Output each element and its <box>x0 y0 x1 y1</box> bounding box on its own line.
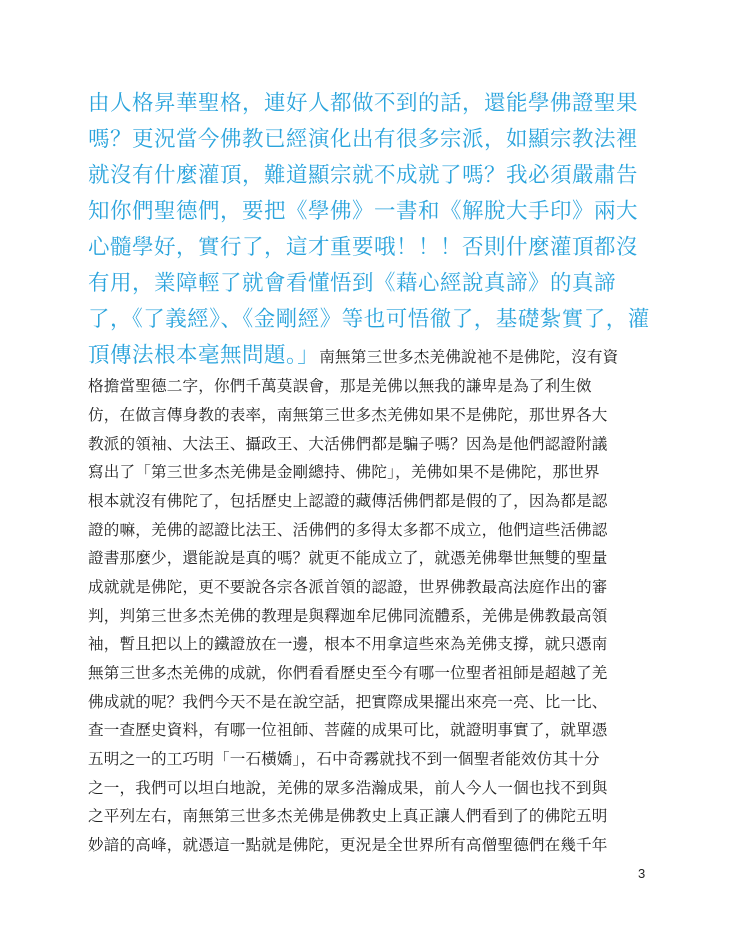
body-line-3: 教派的領袖、大法王、攝政王、大活佛們都是騙子嗎？因為是他們認證附議 <box>88 435 608 453</box>
quote-line-6: 有用，業障輕了就會看懂悟到《藉心經說真諦》的真諦 <box>88 271 617 296</box>
body-line-15: 之一，我們可以坦白地說，羌佛的眾多浩瀚成果，前人今人一個也找不到與 <box>88 779 608 797</box>
body-line-17: 妙諳的高峰，就憑這一點就是佛陀，更況是全世界所有高僧聖德們在幾千年 <box>88 836 608 854</box>
body-line-4: 寫出了「第三世多杰羌佛是金剛總持、佛陀」，羌佛如果不是佛陀，那世界 <box>88 463 600 481</box>
body-line-12: 佛成就的呢？我們今天不是在說空話，把實際成果擺出來亮一亮、比一比、 <box>88 693 608 711</box>
quote-line-7: 了，《了義經》、《金剛經》等也可悟徹了，基礎紮實了，灌 <box>88 307 650 332</box>
body-line-14: 五明之一的工巧明「一石橫嬌」，石中奇霧就找不到一個聖者能效仿其十分 <box>88 750 600 768</box>
quote-line-2: 嗎？更況當今佛教已經演化出有很多宗派，如顯宗教法裡 <box>88 127 639 152</box>
body-line-11: 無第三世多杰羌佛的成就，你們看看歷史至今有哪一位聖者祖師是超越了羌 <box>88 664 608 682</box>
body-line-13: 查一查歷史資料，有哪一位祖師、菩薩的成果可比，就證明事實了，就單憑 <box>88 721 608 739</box>
body-line-5: 根本就沒有佛陀了，包括歷史上認證的藏傳活佛們都是假的了，因為都是認 <box>88 492 608 510</box>
body-line-2: 仿，在做言傳身教的表率，南無第三世多杰羌佛如果不是佛陀，那世界各大 <box>88 406 608 424</box>
body-line-start: 南無第三世多杰羌佛說祂不是佛陀，沒有資 <box>319 348 619 366</box>
mixed-line <box>88 338 618 369</box>
quote-line-1: 由人格昇華聖格，連好人都做不到的話，還能學佛證聖果 <box>88 91 639 116</box>
quote-line-5: 心髓學好，實行了，這才重要哦！！！否則什麼灌頂都沒 <box>88 235 639 260</box>
page-number: 3 <box>638 866 646 881</box>
body-line-1: 格擔當聖德二字，你們千萬莫誤會，那是羌佛以無我的謙卑是為了利生傚 <box>88 377 592 395</box>
body-line-6: 證的嘛，羌佛的認證比法王、活佛們的多得太多都不成立，他們這些活佛認 <box>88 521 608 539</box>
body-line-7: 證書那麼少，還能說是真的嗎？就更不能成立了，就憑羌佛舉世無雙的聖量 <box>88 549 608 567</box>
body-line-9: 判，判第三世多杰羌佛的教理是與釋迦牟尼佛同流體系，羌佛是佛教最高領 <box>88 607 608 625</box>
body-line-10: 袖，暫且把以上的鐵證放在一邊，根本不用拿這些來為羌佛支撐，就只憑南 <box>88 635 608 653</box>
quote-line-4: 知你們聖德們，要把《學佛》一書和《解脫大手印》兩大 <box>88 199 639 224</box>
quote-line-8: 頂傳法根本毫無問題。」 <box>88 343 320 368</box>
body-line-8: 成就就是佛陀，更不要說各宗各派首領的認證，世界佛教最高法庭作出的審 <box>88 578 608 596</box>
body-line-16: 之平列左右，南無第三世多杰羌佛是佛教史上真正讓人們看到了的佛陀五明 <box>88 807 608 825</box>
quote-line-3: 就沒有什麼灌頂，難道顯宗就不成就了嗎？我必須嚴肅告 <box>88 163 639 188</box>
